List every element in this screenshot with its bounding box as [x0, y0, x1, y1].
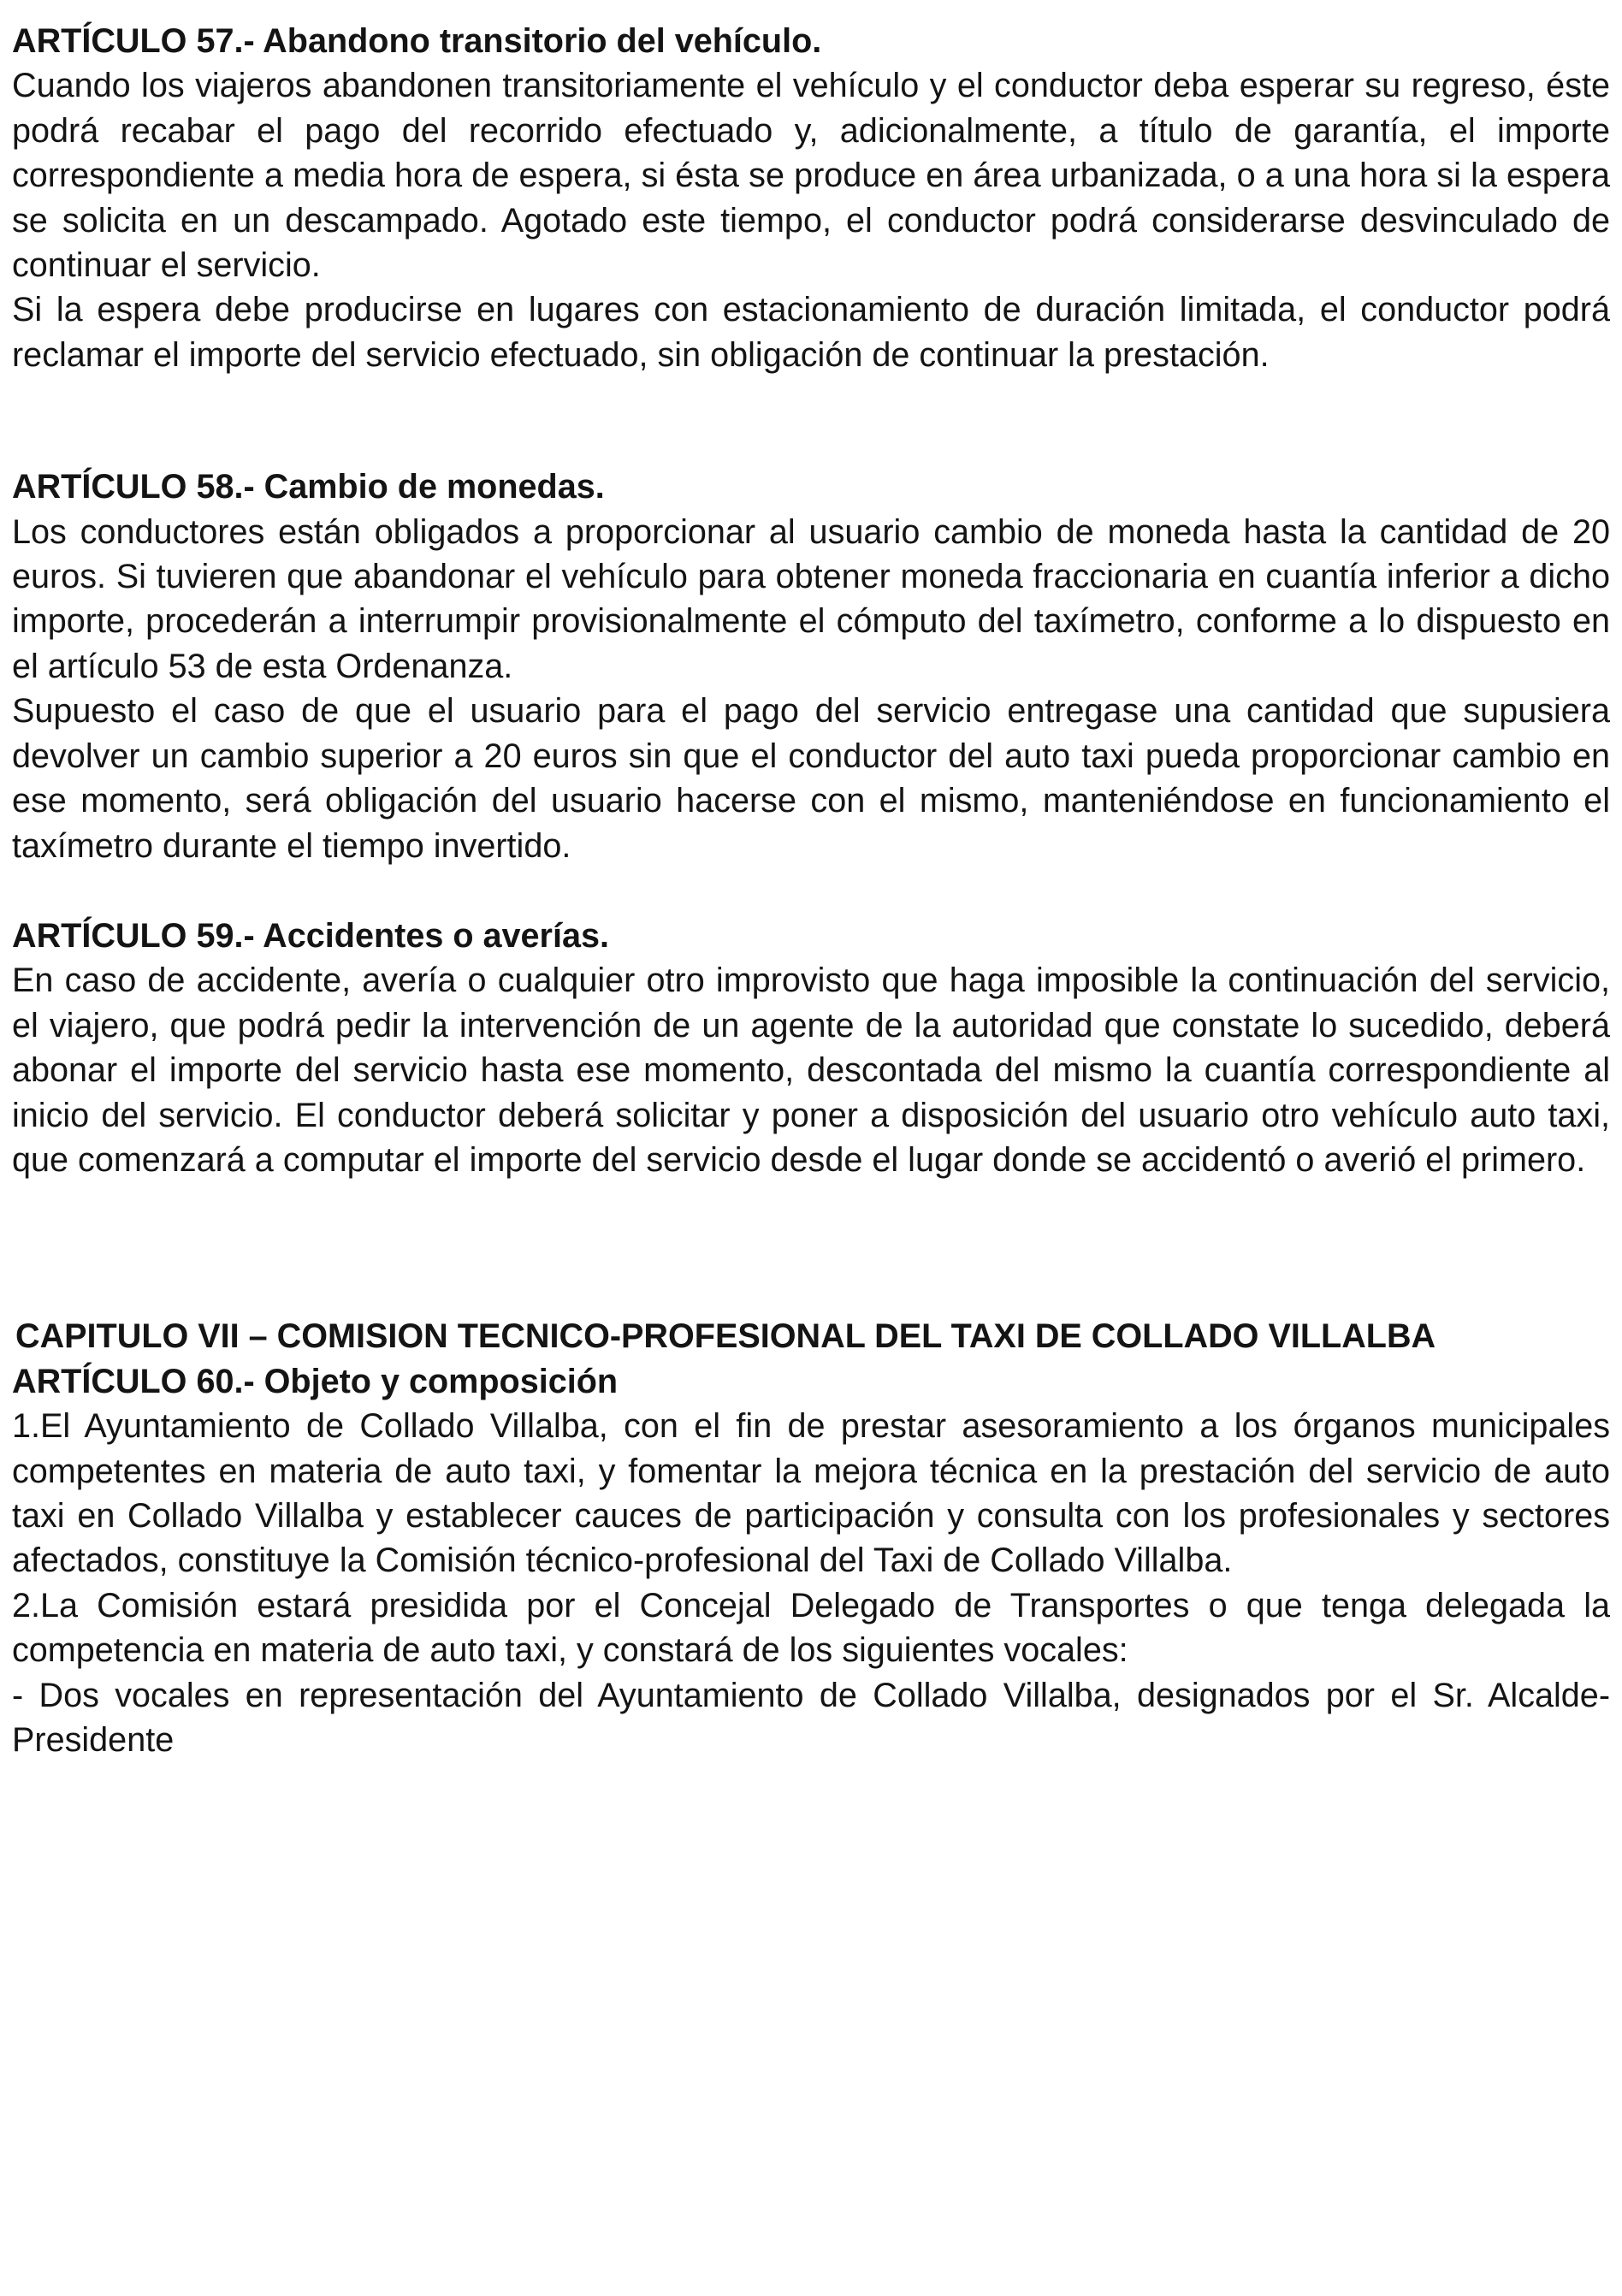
article-paragraph: Supuesto el caso de que el usuario para el pago del servicio entregase una cantidad que supusiera devolver un cambio superior a 20 euros sin que el conductor del auto taxi pueda proporcionar cambio en ese momento, será obligación del usuario hacerse con el mismo, manteniéndose en funcionamiento el taxímetro durante el tiempo invertido.	[12, 692, 1610, 865]
article-paragraph: Si la espera debe producirse en lugares con estacionamiento de duración limitada, el conductor podrá reclamar el importe del servicio efectuado, sin obligación de continuar la prestación.	[12, 291, 1610, 374]
article-paragraph: 1.El Ayuntamiento de Collado Villalba, con el fin de prestar asesoramiento a los órganos municipales competentes en materia de auto taxi, y fomentar la mejora técnica en la prestación del servicio de auto taxi en Collado Villalba y establecer cauces de participación y consulta con los profesionales y sectores afectados, constituye la Comisión técnico-profesional del Taxi de Collado Villalba.	[12, 1407, 1610, 1580]
section-spacer	[12, 377, 1610, 465]
section-spacer	[12, 1182, 1610, 1314]
chapter-title: CAPITULO VII – COMISION TECNICO-PROFESIONAL DEL TAXI DE COLLADO VILLALBA	[15, 1317, 1436, 1356]
article-paragraph: Los conductores están obligados a proporcionar al usuario cambio de moneda hasta la cantidad de 20 euros. Si tuvieren que abandonar el vehículo para obtener moneda fraccionaria en cuantía inferior a dicho importe, procederán a interrumpir provisionalmente el cómputo del taxímetro, conforme a lo dispuesto en el artículo 53 de esta Ordenanza.	[12, 512, 1610, 685]
article-58	[12, 465, 1610, 868]
article-59	[12, 914, 1610, 1182]
article-paragraph: 2.La Comisión estará presidida por el Concejal Delegado de Transportes o que tenga delegada la competencia en materia de auto taxi, y constará de los siguientes vocales:	[12, 1586, 1610, 1670]
article-heading: ARTÍCULO 60.- Objeto y composición	[12, 1362, 619, 1400]
article-heading: ARTÍCULO 59.- Accidentes o averías.	[12, 916, 609, 955]
article-paragraph: Cuando los viajeros abandonen transitoriamente el vehículo y el conductor deba esperar su regreso, éste podrá recabar el pago del recorrido efectuado y, adicionalmente, a título de garantía, el importe correspondiente a media hora de espera, si ésta se produce en área urbanizada, o a una hora si la espera se solicita en un descampado. Agotado este tiempo, el conductor podrá considerarse desvinculado de continuar el servicio.	[12, 67, 1610, 285]
document-page	[12, 19, 1610, 1762]
article-paragraph: - Dos vocales en representación del Ayuntamiento de Collado Villalba, designados por el Sr. Alcalde-Presidente	[12, 1676, 1610, 1759]
article-paragraph: En caso de accidente, avería o cualquier otro improvisto que haga imposible la continuación del servicio, el viajero, que podrá pedir la intervención de un agente de la autoridad que constate lo sucedido, deberá abonar el importe del servicio hasta ese momento, descontada del mismo la cuantía correspondiente al inicio del servicio. El conductor deberá solicitar y poner a disposición del usuario otro vehículo auto taxi, que comenzará a computar el importe del servicio desde el lugar donde se accidentó o averió el primero.	[12, 962, 1610, 1179]
article-57	[12, 19, 1610, 377]
article-heading: ARTÍCULO 57.- Abandono transitorio del vehículo.	[12, 22, 822, 60]
section-spacer	[12, 868, 1610, 914]
article-heading: ARTÍCULO 58.- Cambio de monedas.	[12, 468, 605, 506]
chapter-vii	[12, 1314, 1610, 1762]
